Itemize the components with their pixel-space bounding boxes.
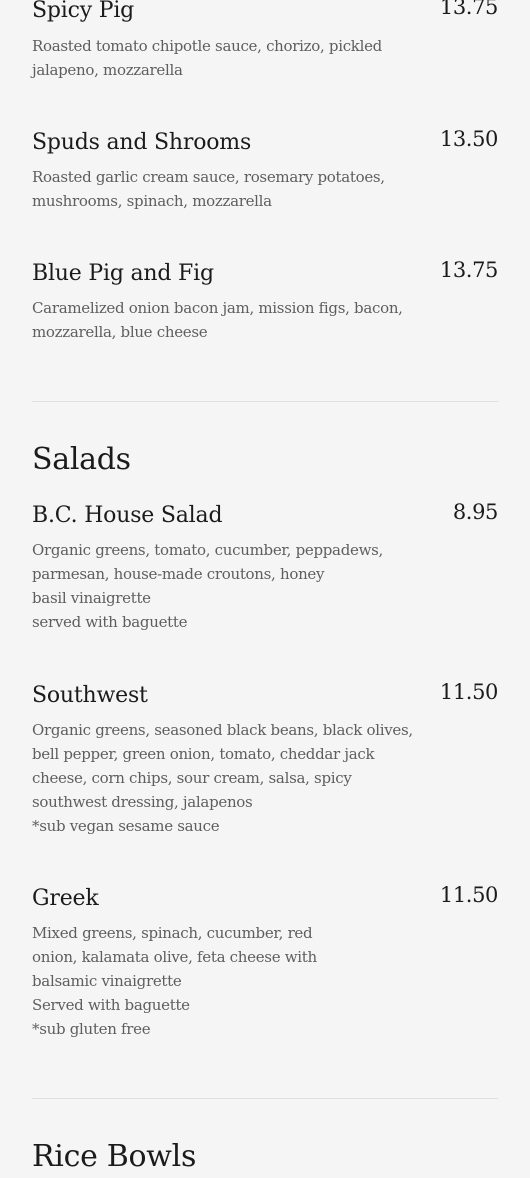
item-description [32,538,383,634]
item-description [32,921,372,1041]
description-line: Caramelized onion bacon jam, mission figs, bacon, [32,299,403,317]
description-line: Roasted garlic cream sauce, rosemary potatoes, [32,168,385,186]
item-price: 13.75 [439,0,498,19]
item-description [32,165,385,213]
description-line: southwest dressing, jalapenos [32,793,253,811]
description-line: served with baguette [32,613,188,631]
description-line: bell pepper, green onion, tomato, cheddar jack [32,745,375,763]
item-description [32,296,403,344]
item-price: 11.50 [439,883,498,907]
description-line: basil vinaigrette [32,589,151,607]
description-line: Organic greens, tomato, cucumber, peppadews, [32,541,383,559]
item-price: 11.50 [439,680,498,704]
item-price: 8.95 [452,500,498,524]
item-price: 13.50 [439,127,498,151]
item-name: Southwest [32,683,148,708]
item-name: Blue Pig and Fig [32,261,214,286]
item-name: Spuds and Shrooms [32,130,252,155]
description-line: parmesan, house-made croutons, honey [32,565,325,583]
description-line: jalapeno, mozzarella [32,61,183,79]
description-line: onion, kalamata olive, feta cheese with [32,948,317,966]
description-line: Served with baguette [32,996,190,1014]
item-name: Greek [32,886,99,911]
description-line: Roasted tomato chipotle sauce, chorizo, pickled [32,37,382,55]
section-divider [32,401,498,402]
item-description [32,718,413,838]
item-name: Spicy Pig [32,0,135,23]
description-line: *sub gluten free [32,1020,151,1038]
description-line: *sub vegan sesame sauce [32,817,220,835]
item-name: B.C. House Salad [32,503,223,528]
section-divider [32,1098,498,1099]
section-title-rice-bowls: Rice Bowls [32,1139,197,1174]
description-line: Organic greens, seasoned black beans, black olives, [32,721,413,739]
item-price: 13.75 [439,258,498,282]
description-line: mozzarella, blue cheese [32,323,208,341]
section-title-salads: Salads [32,442,131,477]
item-description [32,34,382,82]
description-line: balsamic vinaigrette [32,972,182,990]
description-line: cheese, corn chips, sour cream, salsa, spicy [32,769,352,787]
description-line: mushrooms, spinach, mozzarella [32,192,272,210]
description-line: Mixed greens, spinach, cucumber, red [32,924,313,942]
